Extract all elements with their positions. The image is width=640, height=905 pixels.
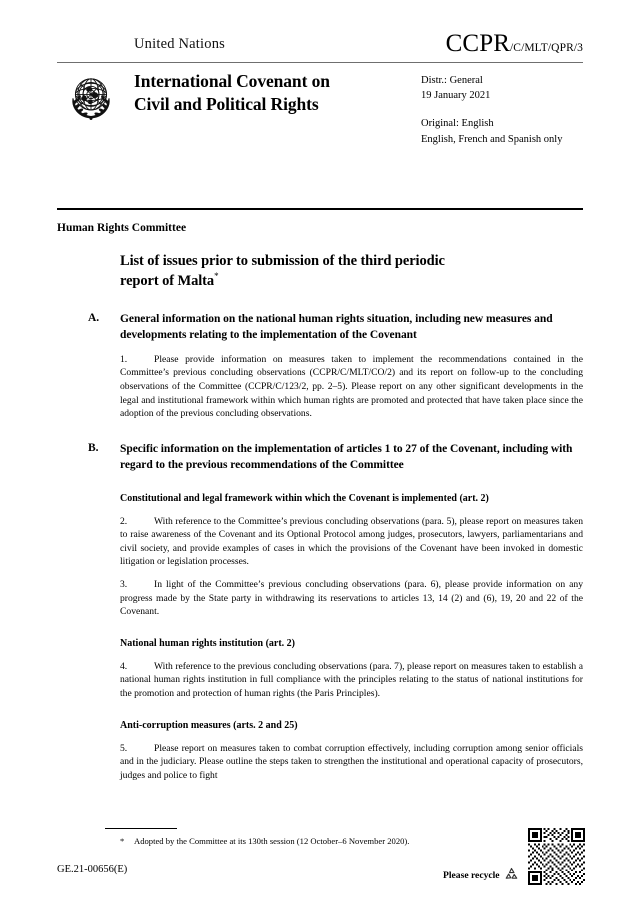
distribution-label: Distr.: General (421, 75, 483, 86)
page-content-area (57, 0, 583, 905)
covenant-title-line2: Civil and Political Rights (134, 94, 319, 115)
recycle-mobius-icon (503, 866, 520, 883)
covenant-title-line1: International Covenant on (134, 71, 330, 91)
paragraph-3 (120, 578, 583, 619)
footnote-separator-rule (105, 828, 177, 829)
title-footnote-marker: * (214, 271, 219, 282)
document-symbol-suffix: /C/MLT/QPR/3 (510, 42, 583, 54)
original-language: Original: English (421, 118, 494, 130)
page-title-line2-text: report of Malta (120, 272, 215, 289)
header-top-row (57, 30, 583, 58)
document-symbol (446, 30, 583, 58)
section-a-label: A. (88, 312, 100, 325)
paragraph-3-number: 3. (120, 579, 128, 590)
page-title (120, 252, 583, 291)
recycle-label: Please recycle (443, 870, 500, 881)
distribution-block (421, 73, 562, 147)
section-heading-b (88, 442, 583, 474)
qr-code-icon (528, 828, 585, 885)
language-availability: English, French and Spanish only (421, 133, 563, 145)
subheading-anticorruption: Anti-corruption measures (arts. 2 and 25) (120, 719, 298, 731)
paragraph-1-text: Please provide information on measures taken to implement the recommendations contained in the Committee’s previous concluding observations (CCPR/C/MLT/CO/2) and its report on follow-up to the concluding observations of the Committee (CCPR/C/123/2, pp. 2–5). Please report on any other significant developments in the legal and institutional framework within which human rights are promoted and protected that have taken place since the adoption of the previous concluding observations. (120, 353, 583, 420)
distribution-date: 19 January 2021 (421, 90, 491, 102)
paragraph-5-number: 5. (120, 742, 128, 754)
distribution-spacer (421, 103, 562, 116)
paragraph-2-text: With reference to the Committee’s previous concluding observations (para. 5), please report on measures taken to raise awareness of the Covenant and its Optional Protocol among judges, prosecutors, lawyers, parliamentarians and civil society, and provide examples of cases in which the provisions of the Covenant have been invoked in domestic litigation or legislation processes. (120, 515, 583, 568)
document-symbol-main: CCPR (445, 30, 510, 57)
subheading-constitutional: Constitutional and legal framework within which the Covenant is implemented (art. 2) (120, 492, 489, 504)
section-a-heading: General information on the national human rights situation, including new measures and developments relating to the implementation of the Covenant (120, 313, 553, 341)
recycle-notice (443, 866, 520, 883)
header-divider-rule (57, 62, 583, 63)
paragraph-5 (120, 742, 583, 783)
section-b-label: B. (88, 441, 99, 454)
section-heading-a (88, 312, 583, 344)
page-title-line2 (120, 271, 583, 291)
subheading-nhri: National human rights institution (art. 2) (120, 637, 296, 649)
footnote (120, 835, 453, 847)
covenant-title (134, 70, 330, 116)
organization-name: United Nations (134, 36, 225, 52)
paragraph-1-number: 1. (120, 353, 128, 365)
section-b-heading: Specific information on the implementation of articles 1 to 27 of the Covenant, including with regard to the previous recommendations of the Committee (120, 442, 573, 471)
committee-name: Human Rights Committee (57, 222, 187, 234)
paragraph-5-text: Please report on measures taken to combat corruption effectively, including corruption among senior officials and in the judiciary. Please outline the steps taken to strengthen the institutional and operational capacity of prosecutors, judges and police to fight (120, 742, 583, 781)
page-title-line1: List of issues prior to submission of the third periodic (120, 253, 445, 269)
paragraph-1 (120, 353, 583, 421)
document-body (57, 252, 583, 782)
paragraph-2 (120, 515, 583, 569)
footnote-text: Adopted by the Committee at its 130th session (12 October–6 November 2020). (134, 836, 410, 846)
paragraph-3-text: In light of the Committee’s previous concluding observations (para. 6), please provide information on any progress made by the State party in withdrawing its reservations to articles 13, 14 (2) and (6), 19, 20 and 22 of the Covenant. (120, 579, 583, 618)
paragraph-4-number: 4. (120, 660, 128, 672)
job-number: GE.21-00656(E) (57, 864, 128, 875)
paragraph-2-number: 2. (120, 515, 128, 527)
un-emblem-icon (61, 68, 121, 128)
paragraph-4 (120, 660, 583, 701)
paragraph-4-text: With reference to the previous concluding observations (para. 7), please report on measures taken to establish a national human rights institution in full compliance with the principles relating to the status of national institutions for the promotion and protection of human rights (the Paris Principles). (120, 660, 583, 700)
header-main-row (57, 66, 583, 186)
committee-divider-rule (57, 208, 583, 210)
footnote-marker: * (120, 836, 125, 846)
